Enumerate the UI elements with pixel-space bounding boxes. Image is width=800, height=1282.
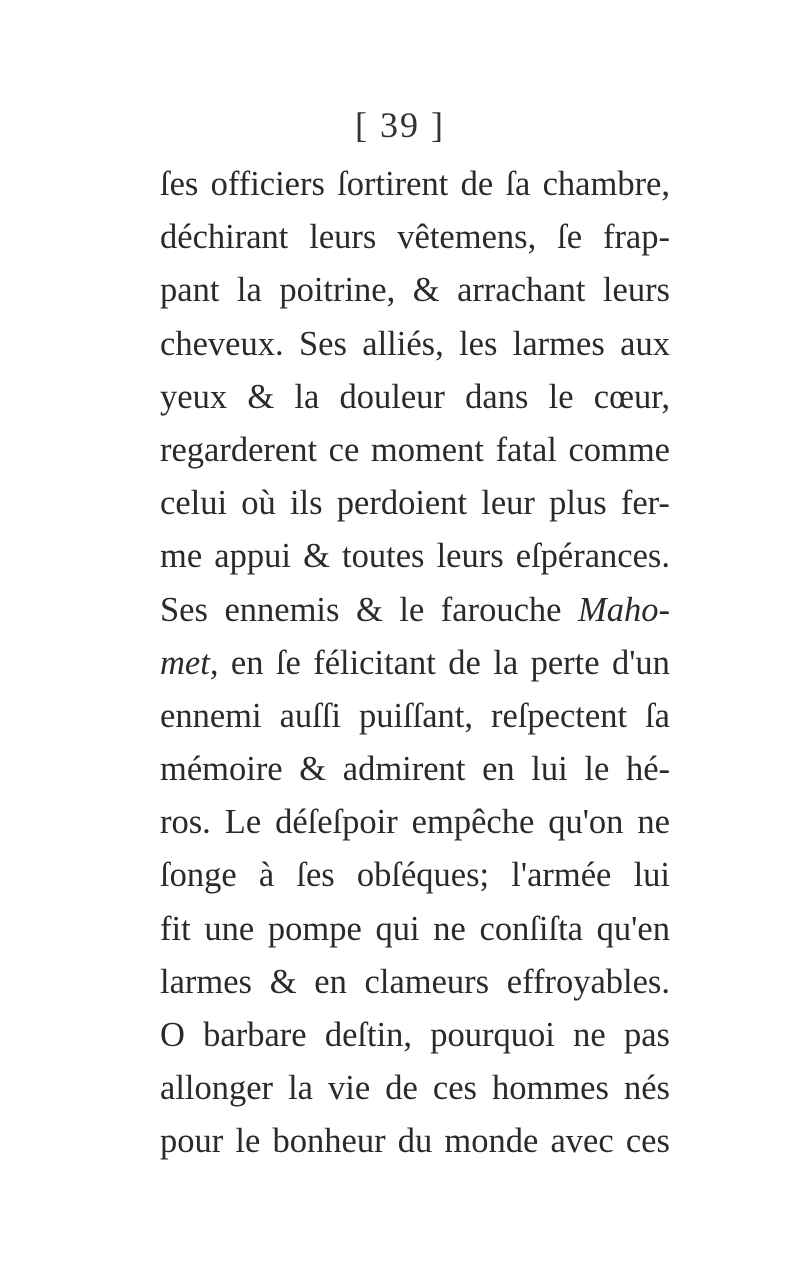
word: qui — [375, 909, 420, 948]
word: pas — [623, 1016, 670, 1054]
word: ſortirent — [337, 165, 449, 203]
word: de — [385, 1069, 418, 1108]
word: obſéques; — [356, 856, 490, 895]
text-line — [160, 1009, 670, 1062]
word: Ses — [298, 324, 347, 363]
word: hommes — [491, 1069, 609, 1108]
text-line — [160, 530, 670, 583]
word: yeux — [160, 377, 228, 416]
text-line — [160, 211, 670, 264]
word: la — [493, 643, 519, 682]
word: ennemis — [224, 590, 340, 629]
word: & — [269, 962, 297, 1001]
word: une — [204, 909, 255, 948]
word: chambre, — [542, 165, 670, 203]
word: d'un — [611, 643, 670, 682]
word: Le — [224, 803, 262, 842]
word: ſonge — [160, 856, 237, 895]
word: plus — [549, 484, 607, 523]
text-line — [160, 371, 670, 424]
word: où — [241, 484, 276, 523]
word: de — [460, 165, 494, 203]
word: larmes — [160, 962, 252, 1001]
word: l'armée — [511, 856, 612, 895]
word: barbare — [203, 1016, 307, 1054]
word: bonheur — [272, 1122, 386, 1161]
text-line — [160, 158, 670, 211]
word: ne — [573, 1016, 606, 1054]
text-line — [160, 690, 670, 743]
word: ſa — [645, 696, 670, 735]
word: le — [584, 750, 610, 789]
text-line — [160, 477, 670, 530]
text-line — [160, 743, 670, 796]
word: du — [397, 1122, 433, 1161]
word: comme — [568, 430, 670, 469]
word: leur — [481, 484, 535, 523]
word: dans — [465, 377, 529, 416]
word: ſes — [296, 856, 335, 895]
word: O — [160, 1016, 185, 1054]
word: en — [230, 643, 264, 682]
word: celui — [160, 484, 228, 523]
word: la — [294, 377, 320, 416]
word: en — [314, 962, 347, 1001]
word: toutes — [342, 537, 425, 576]
word: ces — [625, 1122, 670, 1161]
word: le — [235, 1122, 261, 1161]
word: nés — [623, 1069, 670, 1108]
text-line — [160, 424, 670, 477]
word: leurs — [309, 218, 377, 257]
word: admirent — [342, 750, 466, 789]
word: ce — [328, 430, 360, 469]
word: déſeſpoir — [275, 803, 398, 842]
word: monde — [444, 1122, 539, 1161]
word: leurs — [436, 537, 504, 576]
word: effroyables. — [506, 962, 670, 1001]
text-line — [160, 318, 670, 371]
word: deſtin, — [324, 1016, 413, 1054]
word: ils — [289, 484, 323, 523]
text-line — [160, 956, 670, 1009]
word: moment — [370, 430, 484, 469]
word: auſſi — [279, 696, 341, 735]
word: perdoient — [336, 484, 468, 523]
word: farouche — [440, 590, 562, 629]
word: avec — [550, 1122, 614, 1161]
word: la — [236, 271, 262, 310]
word: en — [482, 750, 515, 789]
word: & — [412, 271, 440, 310]
word: aux — [620, 324, 670, 363]
word: lui — [531, 750, 568, 789]
word: appui — [214, 537, 291, 576]
word: alliés, — [362, 324, 444, 363]
word: ne — [433, 909, 466, 948]
word: poitrine, — [279, 271, 396, 310]
word: larmes — [512, 324, 605, 363]
word: ennemi — [160, 696, 262, 735]
word: ſe — [275, 643, 301, 682]
text-line — [160, 1115, 670, 1168]
word: à — [258, 856, 275, 895]
word: ſes — [160, 165, 199, 203]
word: me — [160, 537, 203, 576]
text-line — [160, 584, 670, 637]
word: fatal — [495, 430, 557, 469]
text-line — [160, 637, 670, 690]
text-line — [160, 849, 670, 902]
word: Ses — [160, 590, 208, 629]
word: & — [355, 590, 383, 629]
word: officiers — [210, 165, 325, 203]
word: clameurs — [364, 962, 490, 1001]
text-line — [160, 264, 670, 317]
word: empêche — [411, 803, 535, 842]
word: pant — [160, 271, 220, 310]
word: pour — [160, 1122, 224, 1161]
word: met, — [160, 643, 219, 682]
word: de — [448, 643, 481, 682]
word: perte — [530, 643, 600, 682]
word: leurs — [602, 271, 670, 310]
word: & — [303, 537, 330, 576]
word: fer- — [620, 484, 670, 523]
word: cheveux. — [160, 324, 284, 363]
text-line — [160, 796, 670, 849]
word: regarderent — [160, 430, 318, 469]
body-text — [160, 158, 670, 1169]
text-line — [160, 1062, 670, 1115]
word: ces — [432, 1069, 477, 1108]
word: allonger — [160, 1069, 274, 1108]
word: pourquoi — [430, 1016, 555, 1054]
word: ſa — [505, 165, 531, 203]
word: hé- — [625, 750, 670, 789]
word: puiſſant, — [358, 696, 473, 735]
word: arrachant — [457, 271, 586, 310]
word: qu'on — [548, 803, 624, 842]
text-line — [160, 903, 670, 956]
word: déchirant — [160, 218, 289, 257]
word: ros. — [160, 803, 211, 842]
word: ſe — [557, 218, 583, 257]
word: qu'en — [596, 909, 670, 948]
word: la — [288, 1069, 313, 1108]
word: lui — [633, 856, 670, 895]
word: & — [299, 750, 327, 789]
word: fit — [160, 909, 191, 948]
word: cœur, — [593, 377, 670, 416]
word: félicitant — [313, 643, 436, 682]
word: pompe — [267, 909, 362, 948]
word: douleur — [339, 377, 445, 416]
word: le — [399, 590, 425, 629]
word: reſpectent — [491, 696, 628, 735]
word: mémoire — [160, 750, 283, 789]
word: & — [247, 377, 275, 416]
word: eſpérances. — [515, 537, 670, 576]
word: vie — [328, 1069, 371, 1108]
page-number: [ 39 ] — [355, 105, 445, 145]
word: frap- — [602, 218, 670, 257]
word: vêtemens, — [397, 218, 537, 257]
word: les — [459, 324, 498, 363]
word: ne — [637, 803, 670, 842]
word: le — [548, 377, 574, 416]
word: Maho- — [578, 590, 670, 629]
word: conſiſta — [479, 909, 583, 948]
